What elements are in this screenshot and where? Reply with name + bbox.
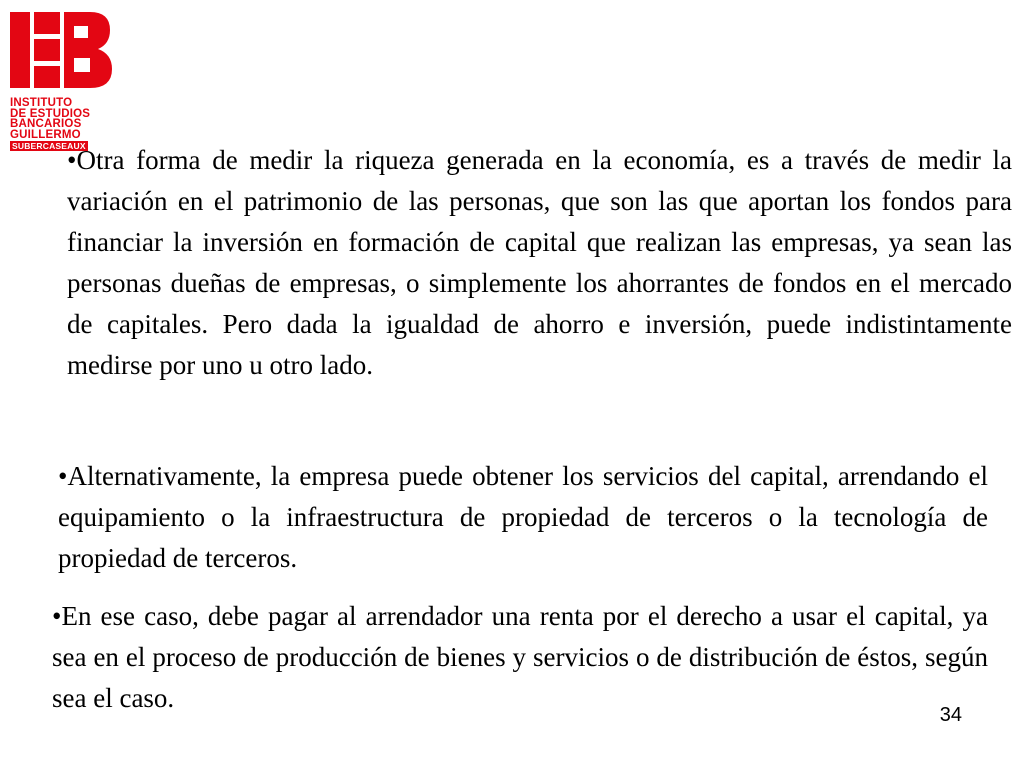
bullet-paragraph: •Alternativamente, la empresa puede obtener los servicios del capital, arrendando el equipamiento o la infraestructura de propiedad de terceros o la tecnología de propiedad de terceros. [58, 461, 988, 573]
logo-line: GUILLERMO [10, 128, 81, 141]
ieb-logo-icon [10, 12, 114, 92]
bullet-paragraph: •Otra forma de medir la riqueza generada en la economía, es a través de medir la variación en el patrimonio de las personas, que son las que aportan los fondos para financiar la inversión en formación de capital que realizan las empresas, ya sean las personas dueñas de empresas, o simplemente los ahorrantes de fondos en el mercado de capitales. Pero dada la igualdad de ahorro e inversión, puede indistintamente medirse por uno u otro lado. [67, 145, 1012, 380]
institute-logo [10, 12, 130, 160]
bullet-paragraph: •En ese caso, debe pagar al arrendador una renta por el derecho a usar el capital, ya sea en el proceso de producción de bienes y servicios o de distribución de éstos, según sea el caso. [52, 601, 988, 713]
logo-line: DE ESTUDIOS [10, 107, 91, 120]
logo-line: SUBERCASEAUX [12, 141, 86, 151]
slide-number: 34 [939, 704, 962, 726]
logo-line: BANCARIOS [10, 118, 82, 130]
logo-line: INSTITUTO [10, 97, 73, 109]
